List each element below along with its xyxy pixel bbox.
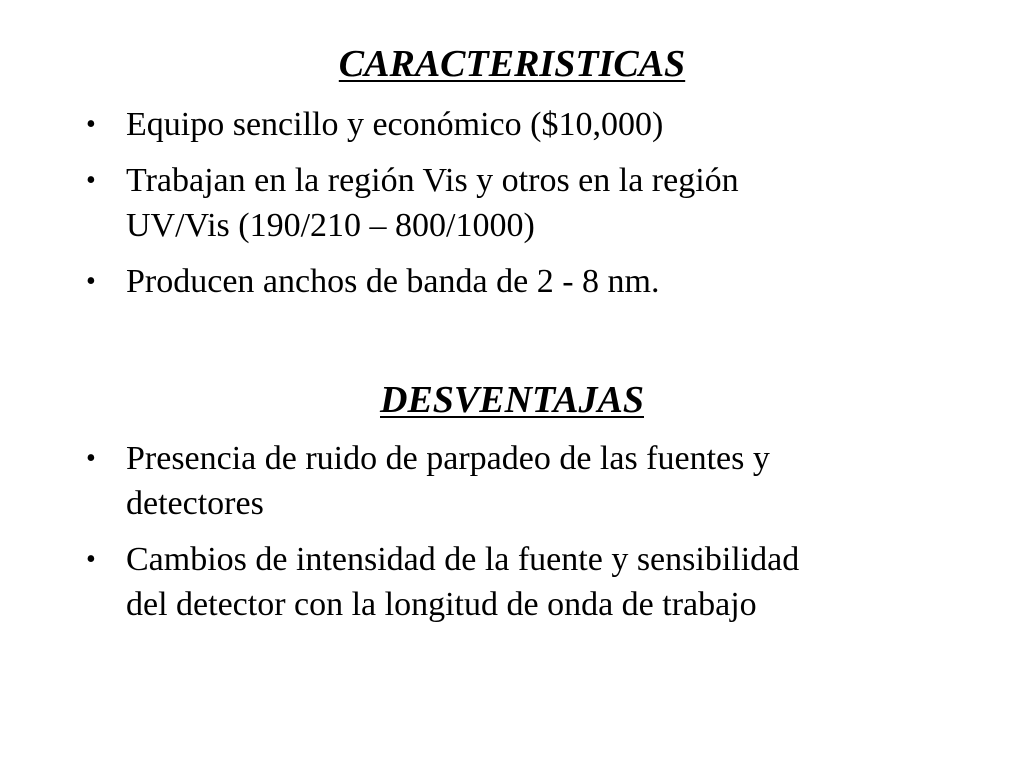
- list-item: [84, 158, 944, 248]
- bullet-icon: •: [86, 266, 96, 297]
- bullet-text: Equipo sencillo y económico ($10,000): [126, 106, 664, 143]
- bullet-text: Producen anchos de banda de 2 - 8 nm.: [126, 263, 660, 300]
- heading-caracteristicas: CARACTERISTICAS: [338, 43, 686, 85]
- bullet-icon: •: [86, 165, 96, 196]
- bullet-text: Trabajan en la región Vis y otros en la región UV/Vis (190/210 – 800/1000): [126, 162, 739, 244]
- bullet-text: Cambios de intensidad de la fuente y sensibilidad del detector con la longitud de onda de trabajo: [126, 541, 800, 623]
- desventajas-list: [84, 436, 944, 638]
- list-item: [84, 102, 944, 147]
- bullet-icon: •: [86, 443, 96, 474]
- list-item: [84, 259, 944, 304]
- heading-desventajas: DESVENTAJAS: [380, 379, 644, 421]
- bullet-icon: •: [86, 109, 96, 140]
- list-item: [84, 537, 944, 627]
- caracteristicas-list: [84, 102, 944, 315]
- bullet-icon: •: [86, 544, 96, 575]
- list-item: [84, 436, 944, 526]
- bullet-text: Presencia de ruido de parpadeo de las fuentes y detectores: [126, 440, 770, 522]
